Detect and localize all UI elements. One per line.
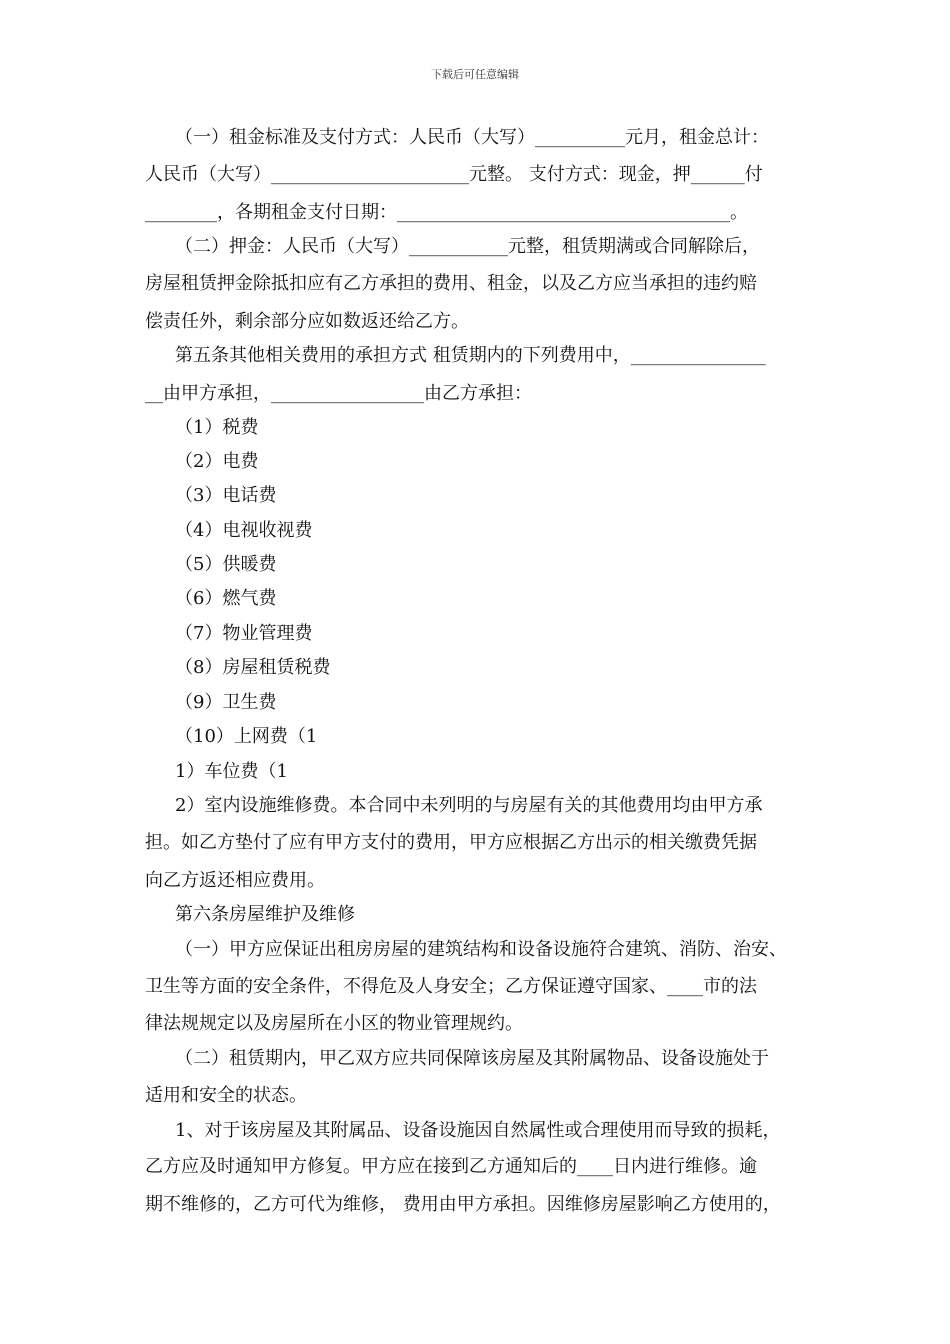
text-line: ________，各期租金支付日期：_____________________________________。 (145, 202, 748, 223)
text-line: 偿责任外，剩余部分应如数返还给乙方。 (145, 311, 469, 332)
text-line: 律法规规定以及房屋所在小区的物业管理规约。 (145, 1013, 523, 1034)
list-item: （6）燃气费 (175, 588, 277, 609)
list-item: （2）电费 (175, 451, 259, 472)
list-item: （8）房屋租赁税费 (175, 657, 331, 678)
text-line: 1、对于该房屋及其附属品、设备设施因自然属性或合理使用而导致的损耗， (175, 1120, 781, 1141)
list-item: （4）电视收视费 (175, 520, 313, 541)
text-line: 适用和安全的状态。 (145, 1085, 307, 1106)
text-line: 向乙方返还相应费用。 (145, 870, 325, 891)
list-item: （10）上网费（1 (175, 726, 318, 747)
text-line: 2）室内设施维修费。本合同中未列明的与房屋有关的其他费用均由甲方承 (175, 795, 763, 816)
text-line: 乙方应及时通知甲方修复。甲方应在接到乙方通知后的____日内进行维修。逾 (145, 1156, 757, 1177)
text-line: （一）租金标准及支付方式：人民币（大写）__________元月，租金总计： (175, 127, 769, 148)
page-header: 下载后可任意编辑 (431, 68, 519, 81)
section-heading: 第六条房屋维护及维修 (175, 904, 355, 925)
text-line: 担。如乙方垫付了应有甲方支付的费用，甲方应根据乙方出示的相关缴费凭据 (145, 832, 757, 853)
text-line: 期不维修的，乙方可代为维修， 费用由甲方承担。因维修房屋影响乙方使用的， (145, 1194, 781, 1215)
text-line: 人民币（大写）______________________元整。 支付方式：现金，押______付 (145, 164, 763, 185)
text-line: 卫生等方面的安全条件，不得危及人身安全；乙方保证遵守国家、____市的法 (145, 976, 757, 997)
list-item: （7）物业管理费 (175, 623, 313, 644)
list-item: 1）车位费（1 (175, 761, 288, 782)
text-line: 第五条其他相关费用的承担方式 租赁期内的下列费用中，_______________ (175, 345, 766, 366)
text-line: 房屋租赁押金除抵扣应有乙方承担的费用、租金，以及乙方应当承担的违约赔 (145, 273, 757, 294)
list-item: （3）电话费 (175, 485, 277, 506)
text-line: （一）甲方应保证出租房房屋的建筑结构和设备设施符合建筑、消防、治安、 (175, 939, 787, 960)
list-item: （5）供暖费 (175, 554, 277, 575)
list-item: （9）卫生费 (175, 692, 277, 713)
text-line: __由甲方承担，_________________由乙方承担： (145, 383, 532, 404)
text-line: （二）押金：人民币（大写）___________元整，租赁期满或合同解除后， (175, 236, 760, 257)
list-item: （1）税费 (175, 417, 259, 438)
text-line: （二）租赁期内，甲乙双方应共同保障该房屋及其附属物品、设备设施处于 (175, 1048, 769, 1069)
